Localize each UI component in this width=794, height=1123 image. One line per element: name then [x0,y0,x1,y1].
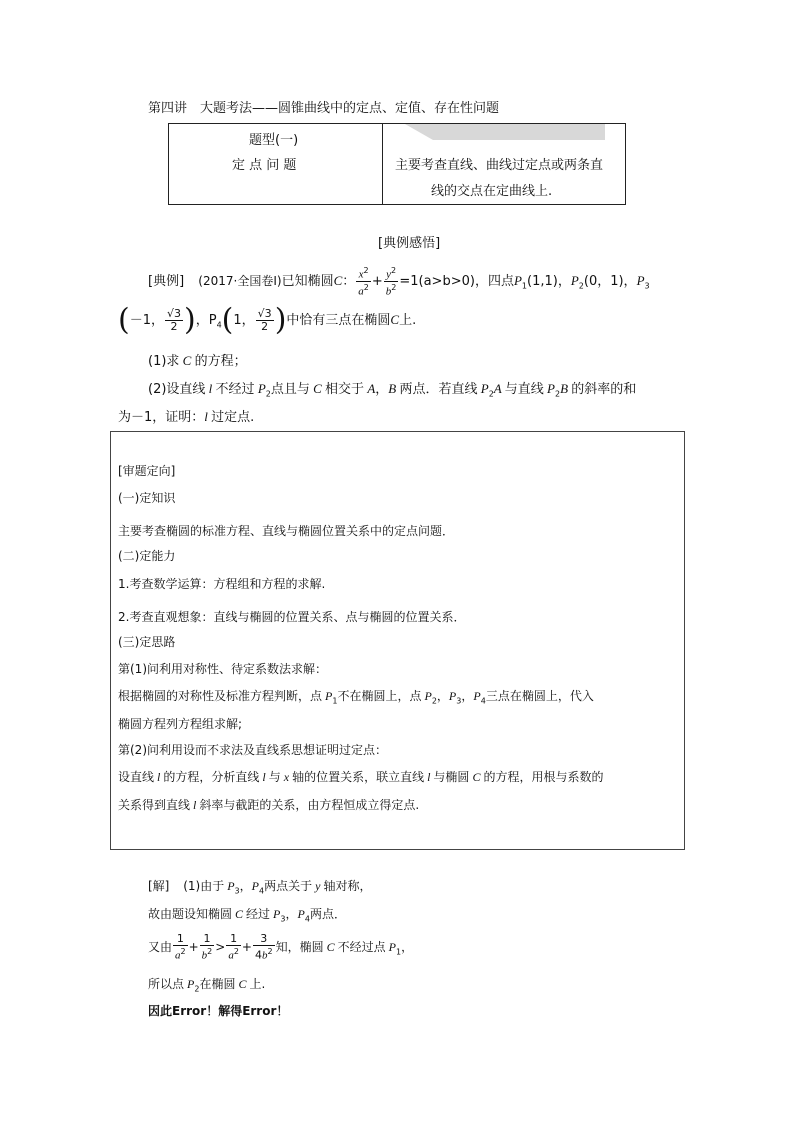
fraction-sqrt3-2: $\frac{√3}{2}$ [167,307,182,333]
part3-title: (三)定思路 [118,635,176,649]
lecture-title: 第四讲 大题考法——圆锥曲线中的定点、定值、存在性问题 [148,101,500,116]
fraction-sqrt3-2-b: $\frac{√3}{2}$ [257,307,272,333]
part2-item1: 1.考查数学运算：方程组和方程的求解. [118,577,326,591]
table-divider [382,124,383,204]
solution-line-2: 故由题设知椭圆 C 经过 $P_3$，$P_4$两点． [148,907,346,924]
fraction-x2-a2: $\frac{x^2}{a^2}$ [358,266,369,298]
topic-table [168,123,626,205]
example-line-2: (－1， $\frac{√3}{2}$ )，$P_4(1$， $\frac{√3}{2}$ )中恰有三点在椭圆C上. [118,302,417,338]
solution-line-1: [解] (1)由于 $P_3$，$P_4$两点关于 y 轴对称， [148,879,372,896]
fraction-1-a2-b: $\frac{1}{a^2}$ [228,932,239,962]
solution-tag: [解] [148,879,170,893]
p4-label: ，P [195,313,217,328]
fraction-1-b2: $\frac{1}{b^2}$ [201,932,213,962]
type-label: 题型(一) [249,133,299,148]
fraction-y2-b2: $\frac{y^2}{b^2}$ [385,266,397,298]
solution-line-5: 因此Error！解得Error！ [148,1004,289,1018]
part1-title: (一)定知识 [118,491,176,505]
analysis-q1-line1: 根据椭圆的对称性及标准方程判断，点 $P_1$不在椭圆上，点 $P_2$，$P_3$，$P_4$三点在椭圆上，代入 [118,689,594,706]
fraction-1-a2: $\frac{1}{a^2}$ [175,932,186,962]
decorative-banner [405,124,605,140]
fraction-3-4b2: $\frac{3}{4b^2}$ [254,932,273,962]
part2-title: (二)定能力 [118,549,176,563]
example-tag: [典例] [148,274,185,289]
analysis-q1-title: 第(1)问利用对称性、待定系数法求解： [118,662,327,676]
type-description-line2: 线的交点在定曲线上. [431,184,553,199]
analysis-q2-line1: 设直线 l 的方程，分析直线 l 与 x 轴的位置关系，联立直线 l 与椭圆 C 的方程，用根与系数的 [118,770,604,784]
type-description-line1: 主要考查直线、曲线过定点或两条直 [395,158,604,173]
solution-line-3: 又由 $\frac{1}{a^2}$ + $\frac{1}{b^2}$ > $\frac{1}{a^2}$ + $\frac{3}{4b^2}$ 知，椭圆 C 不经过点 $P_1$， [148,932,414,962]
question-1: (1)求 C 的方程； [148,353,247,369]
example-line2-tail: 中恰有三点在椭圆 [286,313,391,328]
point-p2: (0，1)， [583,274,637,289]
analysis-heading: [审题定向] [118,464,176,478]
part2-item2: 2.考查直观想象：直线与椭圆的位置关系、点与椭圆的位置关系． [118,610,466,624]
analysis-q2-title: 第(2)问利用设而不求法及直线系思想证明过定点： [118,743,387,757]
analysis-q1-line2: 椭圆方程列方程组求解; [118,717,243,731]
analysis-box [110,431,685,850]
example-prefix: 已知椭圆 [281,274,334,289]
analysis-q2-line2: 关系得到直线 l 斜率与截距的关系，由方程恒成立得定点. [118,798,420,812]
question-2-line-2: 为－1，证明：l 过定点. [118,409,255,425]
section-heading: [典例感悟] [378,236,441,251]
point-p1: (1,1)， [527,274,571,289]
solution-line-4: 所以点 $P_2$在椭圆 C 上. [148,977,266,994]
example-line-1: [典例] (2017·全国卷Ⅰ)已知椭圆C： $\frac{x^2}{a^2}$ + $\frac{y^2}{b^2}$ =1(a>b>0)，四点$P_1(1,1)$，$P_2(0$，1)，$P_3$ [148,266,650,298]
ellipse-tail: =1(a>b>0)，四点 [399,274,514,289]
example-line2-end: 上. [399,313,417,328]
question-2-line-1: (2)设直线 l 不经过 $P_2$点且与 C 相交于 A，B 两点．若直线 $P_2A$ 与直线 $P_2B$ 的斜率的和 [148,381,637,399]
part1-text: 主要考查椭圆的标准方程、直线与椭圆位置关系中的定点问题． [118,524,455,538]
example-source: (2017·全国卷Ⅰ) [198,274,282,288]
type-name: 定 点 问 题 [232,158,297,173]
